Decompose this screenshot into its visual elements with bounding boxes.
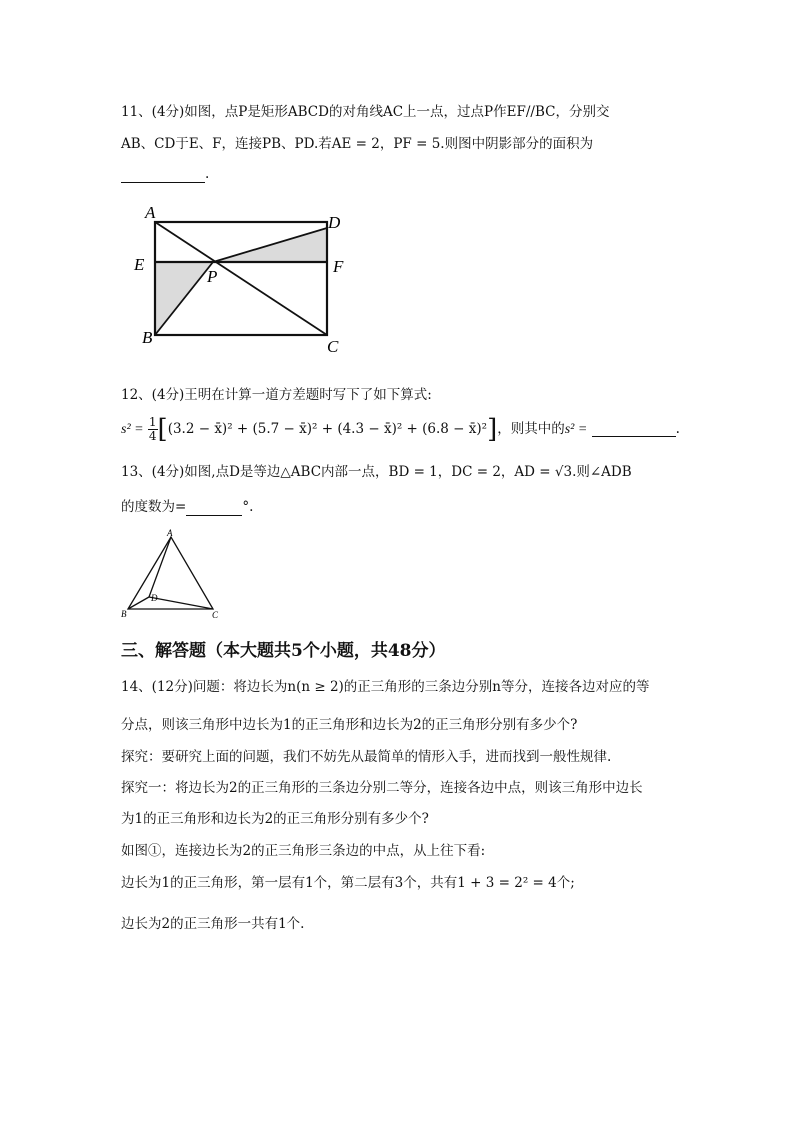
q12-formula [121, 414, 680, 444]
q14-line-7: 边长为1的正三角形，第一层有1个，第二层有3个，共有1 + 3 = 2² = 4个; [121, 875, 575, 891]
triangle-abc [128, 537, 213, 609]
q13-line-2-end: °. [242, 499, 254, 515]
segment-ad [149, 537, 171, 597]
label-d: D [151, 593, 158, 603]
q14-line-3: 探究：要研究上面的问题，我们不妨先从最简单的情形入手，进而找到一般性规律. [121, 749, 612, 765]
q14-line-1: 14、(12分)问题：将边长为n(n ≥ 2)的正三角形的三条边分别n等分，连接各边对应的等 [121, 679, 650, 695]
label-c: C [327, 337, 339, 356]
q13-line-2-text: 的度数为= [121, 499, 187, 515]
q13-figure [118, 527, 228, 622]
label-e: E [134, 255, 145, 274]
q11-figure [130, 200, 355, 360]
q12-lhs: s² = [121, 422, 144, 437]
q14-line-4: 探究一：将边长为2的正三角形的三条边分别二等分，连接各边中点，则该三角形中边长 [121, 780, 643, 796]
q12-answer-blank[interactable] [592, 422, 676, 437]
q13-line-1: 13、(4分)如图,点D是等边△ABC内部一点，BD = 1，DC = 2，AD = √3.则∠ADB [121, 464, 632, 480]
q11-line-2: AB、CD于E、F，连接PB、PD.若AE = 2，PF = 5.则图中阴影部分的面积为 [121, 136, 594, 152]
q11-line-1: 11、(4分)如图，点P是矩形ABCD的对角线AC上一点，过点P作EF//BC，分别交 [121, 104, 610, 120]
q14-line-2: 分点，则该三角形中边长为1的正三角形和边长为2的正三角形分别有多少个? [121, 717, 578, 733]
segment-dc [149, 597, 213, 609]
label-c: C [212, 610, 219, 620]
label-b: B [121, 609, 127, 619]
q14-line-5: 为1的正三角形和边长为2的正三角形分别有多少个? [121, 811, 429, 827]
label-d: D [328, 213, 341, 232]
q12-frac-num: 1 [148, 415, 157, 429]
label-a: A [145, 203, 156, 222]
q12-frac-den: 4 [148, 429, 157, 443]
label-p: P [207, 267, 218, 286]
q12-left-bracket: [ [157, 414, 168, 445]
q12-tail: ，则其中的 [497, 421, 565, 437]
q14-line-6: 如图①，连接边长为2的正三角形三条边的中点，从上往下看: [121, 843, 486, 859]
q11-answer-blank[interactable] [121, 168, 205, 183]
q11-answer-line [121, 165, 209, 183]
label-b: B [142, 328, 153, 347]
section-3-title: 三、解答题（本大题共5个小题，共48分） [121, 641, 446, 661]
q14-line-8: 边长为2的正三角形一共有1个. [121, 916, 305, 932]
q12-line-1: 12、(4分)王明在计算一道方差题时写下了如下算式: [121, 387, 432, 403]
q13-line-2 [121, 498, 253, 516]
q12-fraction [148, 416, 158, 443]
q12-end: . [675, 421, 680, 437]
q12-s: s² = [564, 422, 588, 437]
q11-end: . [205, 166, 210, 182]
q12-right-bracket: ] [487, 414, 498, 445]
q13-answer-blank[interactable] [186, 501, 242, 516]
label-f: F [333, 257, 344, 276]
label-a: A [167, 528, 173, 538]
q12-body: (3.2 − x̄)² + (5.7 − x̄)² + (4.3 − x̄)² + (6.8 − x̄)² [167, 421, 488, 437]
